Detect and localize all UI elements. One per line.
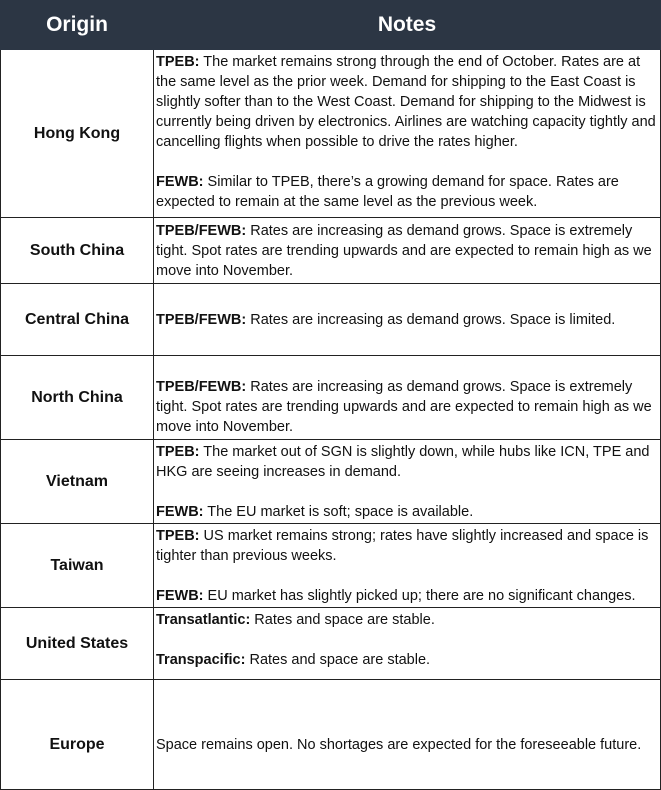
note-paragraph — [156, 442, 660, 482]
note-paragraph — [156, 502, 660, 522]
table-row — [1, 440, 661, 524]
note-label: Transpacific: — [156, 652, 246, 668]
note-text: The EU market is soft; space is available. — [203, 504, 474, 520]
origin-cell: Hong Kong — [1, 50, 154, 218]
note-text: Rates are increasing as demand grows. Space is extremely tight. Spot rates are trending upwards and are expected to remain high as we move into November. — [156, 222, 652, 279]
table-row — [1, 356, 661, 440]
note-paragraph — [156, 221, 660, 281]
note-text: Rates are increasing as demand grows. Space is limited. — [246, 311, 616, 328]
note-paragraph — [156, 526, 660, 566]
note-label: TPEB: — [156, 528, 200, 544]
note-paragraph — [156, 52, 660, 152]
table-row — [1, 680, 661, 790]
note-text: Rates and space are stable. — [245, 652, 431, 668]
note-paragraph — [156, 650, 660, 670]
notes-cell — [154, 440, 661, 524]
origin-cell: Central China — [1, 284, 154, 356]
note-text: The market remains strong through the end of October. Rates are at the same level as the prior week. Demand for shipping to the East Coast is slightly softer than to the West Coast. Demand for shipping to the Midwest is currently being driven by electronics. Airlines are watching capacity tightly and cancelling flights when possible to drive the rates higher. — [156, 54, 656, 150]
notes-column-header: Notes — [154, 1, 661, 50]
table-row — [1, 524, 661, 608]
note-paragraph — [156, 172, 660, 212]
notes-cell — [154, 218, 661, 284]
table-row — [1, 608, 661, 680]
note-paragraph — [156, 586, 660, 606]
note-label: FEWB: — [156, 174, 204, 190]
notes-cell — [154, 608, 661, 680]
table-row — [1, 218, 661, 284]
origin-column-header: Origin — [1, 1, 154, 50]
note-label: TPEB/FEWB: — [156, 311, 247, 328]
notes-cell — [154, 284, 661, 356]
origin-cell: Vietnam — [1, 440, 154, 524]
origin-cell: North China — [1, 356, 154, 440]
note-label: TPEB: — [156, 444, 200, 460]
note-label: FEWB: — [156, 504, 204, 520]
origin-cell: Europe — [1, 680, 154, 790]
note-label: TPEB: — [156, 54, 200, 70]
notes-cell — [154, 524, 661, 608]
note-text: EU market has slightly picked up; there are no significant changes. — [203, 588, 636, 604]
table-row — [1, 50, 661, 218]
origin-cell: South China — [1, 218, 154, 284]
note-text: Rates and space are stable. — [250, 612, 435, 628]
notes-cell — [154, 680, 661, 790]
notes-cell — [154, 50, 661, 218]
note-label: TPEB/FEWB: — [156, 379, 247, 395]
note-paragraph: Space remains open. No shortages are expected for the foreseeable future. — [156, 736, 642, 753]
note-text: US market remains strong; rates have slightly increased and space is tighter than previous weeks. — [156, 528, 649, 564]
origin-cell: United States — [1, 608, 154, 680]
note-paragraph — [156, 610, 660, 630]
note-paragraph — [156, 377, 660, 437]
table-row — [1, 284, 661, 356]
note-paragraph — [156, 310, 660, 330]
note-text: Similar to TPEB, there’s a growing demand for space. Rates are expected to remain at the same level as the previous week. — [156, 174, 619, 210]
origin-cell: Taiwan — [1, 524, 154, 608]
note-text: The market out of SGN is slightly down, while hubs like ICN, TPE and HKG are seeing increases in demand. — [156, 444, 650, 480]
note-label: Transatlantic: — [156, 612, 251, 628]
note-text: Rates are increasing as demand grows. Space is extremely tight. Spot rates are trending upwards and are expected to remain high as we move into November. — [156, 379, 652, 435]
notes-cell — [154, 356, 661, 440]
note-label: FEWB: — [156, 588, 204, 604]
header-row — [1, 1, 661, 50]
note-label: TPEB/FEWB: — [156, 222, 247, 239]
